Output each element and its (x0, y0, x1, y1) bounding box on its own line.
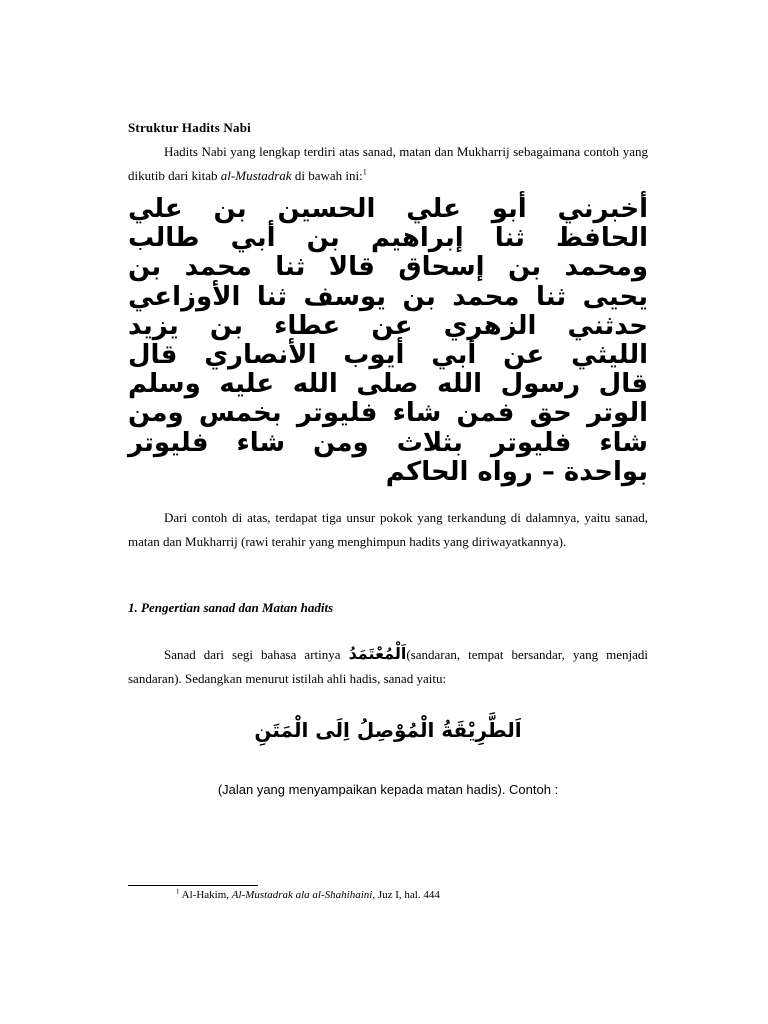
footnote-title: Al-Mustadrak ala al-Shahihaini, (231, 889, 376, 901)
section-heading: Struktur Hadits Nabi (128, 120, 251, 135)
footnote-author: Al-Hakim, (181, 889, 232, 901)
arabic-line: أخبرني أبو علي الحسين بن علي (128, 194, 648, 224)
footnote-number: 1 (176, 887, 180, 896)
arabic-line: الليثي عن أبي أيوب الأنصاري قال (128, 340, 648, 371)
explanation-text: Dari contoh di atas, terdapat tiga unsur pokok yang terkandung di dalamnya, yaitu sanad, matan dan Mukharrij (rawi terahir yang menghimpun hadits yang diriwayatkannya). (128, 510, 648, 549)
arabic-line: ومحمد بن إسحاق قالا ثنا محمد بن (128, 252, 648, 283)
sanad-paragraph (128, 642, 648, 691)
arabic-definition: اَلطَّرِيْقَةُ الْمُوْصِلُ اِلَى الْمَتَنِ (254, 718, 522, 742)
footnote-rest: Juz I, hal. 444 (375, 889, 440, 901)
arabic-line: يحيى ثنا محمد بن يوسف ثنا الأوزاعي (128, 281, 648, 312)
arabic-hadith-text (128, 195, 648, 487)
footnote-ref: 1 (362, 167, 367, 177)
subsection-title: 1. Pengertian sanad dan Matan hadits (128, 600, 334, 615)
arabic-term: اَلْمُعْتَمَدُ (348, 644, 407, 663)
intro-text-end: di bawah ini: (291, 168, 363, 183)
sanad-text-end: (sandaran, tempat bersandar, yang menjadi sandaran). Sedangkan menurut istilah ahli hadis, sanad yaitu: (128, 647, 648, 686)
footnote (176, 889, 440, 901)
intro-paragraph (128, 140, 648, 188)
explanation-paragraph (128, 506, 648, 554)
sanad-text: Sanad dari segi bahasa artinya (164, 647, 349, 662)
arabic-line: قال رسول الله صلى الله عليه وسلم (128, 369, 648, 400)
arabic-line: شاء فليوتر بثلاث ومن شاء فليوتر (128, 427, 648, 458)
translation-line: (Jalan yang menyampaikan kepada matan hadis). Contoh : (217, 782, 559, 797)
footnote-separator (128, 885, 258, 886)
intro-text: Hadits Nabi yang lengkap terdiri atas sanad, matan dan Mukharrij sebagaimana contoh yang dikutib dari kitab (128, 144, 648, 183)
arabic-line: الوتر حق فمن شاء فليوتر بخمس ومن (128, 398, 648, 429)
arabic-line: الحافظ ثنا إبراهيم بن أبي طالب (128, 223, 648, 254)
book-title: al-Mustadrak (220, 168, 292, 183)
arabic-line: حدثني الزهري عن عطاء بن يزيد (128, 310, 648, 341)
arabic-line: بواحدة – رواه الحاكم (385, 456, 648, 487)
